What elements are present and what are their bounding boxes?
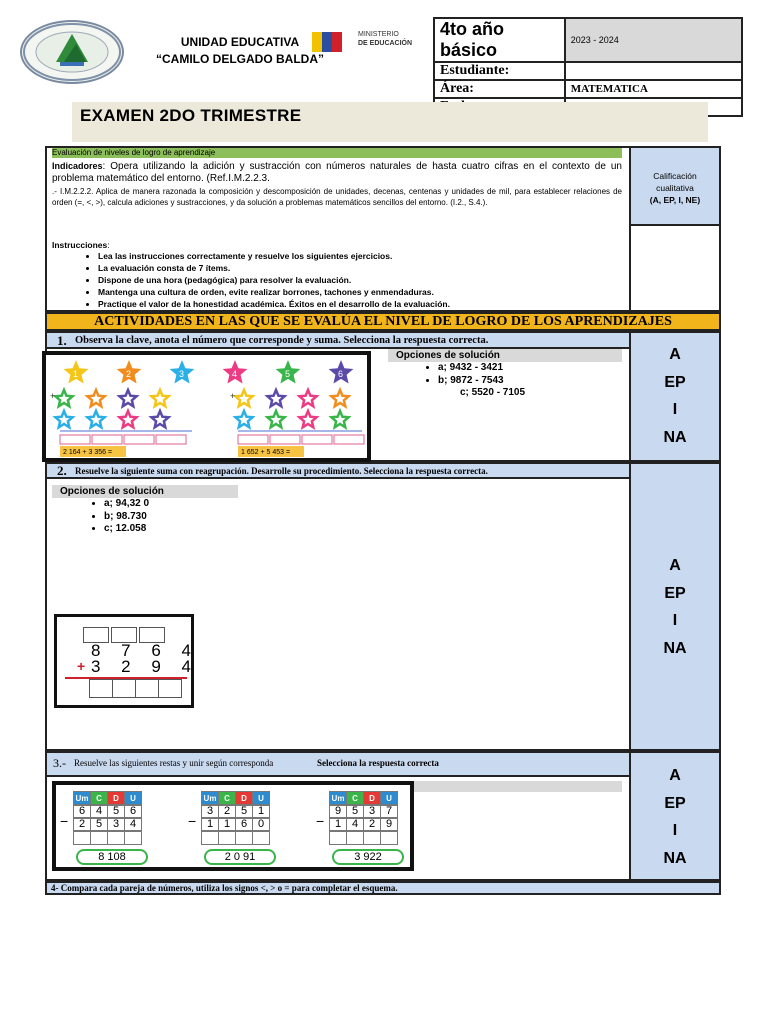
grid-star-icon bbox=[267, 390, 284, 406]
grid-star-icon bbox=[235, 390, 252, 406]
grid-star-icon bbox=[331, 411, 348, 427]
digit-cell: 1 bbox=[218, 817, 236, 832]
q2-options bbox=[58, 498, 254, 536]
digit-cell: 4 bbox=[346, 817, 364, 832]
q3-subtraction-image bbox=[52, 781, 414, 871]
q3-text: Resuelve las siguientes restas y unir según corresponda bbox=[74, 758, 274, 768]
digit-cell: 6 bbox=[73, 804, 91, 819]
digit: 6 bbox=[151, 641, 161, 660]
result-option[interactable]: 3 922 bbox=[332, 849, 404, 865]
plus-sign-2: + bbox=[230, 391, 236, 401]
digit-cell: 5 bbox=[90, 817, 108, 832]
digit-cell: 3 bbox=[107, 817, 125, 832]
school-year: 2023 - 2024 bbox=[565, 18, 742, 62]
key-number: 3 bbox=[179, 369, 185, 379]
area-value: MATEMATICA bbox=[565, 80, 742, 98]
place-header-cell: Um bbox=[201, 791, 219, 806]
answer-box bbox=[238, 435, 268, 444]
digit-cell: 0 bbox=[252, 817, 270, 832]
minus-sign: − bbox=[316, 813, 325, 829]
grade-i[interactable]: I bbox=[672, 401, 678, 418]
digit: 7 bbox=[121, 641, 131, 660]
place-header-cell: C bbox=[90, 791, 108, 806]
rating-codes: (A, EP, I, NE) bbox=[649, 195, 701, 205]
grade-ep[interactable]: EP bbox=[664, 794, 686, 812]
digit: 9 bbox=[151, 657, 161, 676]
q1-option-a[interactable]: • a; 9432 - 3421 bbox=[438, 362, 658, 375]
indicators-text: : Opera utilizando la adición y sustracción con números naturales de hasta cuatro cifras en el contexto de un problema matemático del entorno. (Ref.I.M.2.2.3. bbox=[52, 161, 622, 184]
sum2-text: 1 652 + 5 453 = bbox=[241, 449, 291, 456]
grid-star-icon bbox=[151, 411, 168, 427]
instruction-item: • Practique el valor de la honestidad académica. Éxitos en el desarrollo de la evaluación. bbox=[98, 298, 658, 310]
plus-sign-1: + bbox=[50, 391, 56, 401]
place-header-cell: D bbox=[235, 791, 253, 806]
school-line-1: UNIDAD EDUCATIVA bbox=[180, 35, 300, 49]
answer-cell[interactable] bbox=[380, 830, 398, 845]
key-number: 6 bbox=[338, 369, 344, 379]
flag-red-shape bbox=[332, 32, 342, 52]
q1-options bbox=[392, 362, 658, 400]
grade-label: 4to año básico bbox=[434, 18, 565, 62]
grade-a[interactable]: A bbox=[669, 767, 681, 784]
digit-cell: 6 bbox=[235, 817, 253, 832]
key-number: 1 bbox=[73, 369, 79, 379]
q3-number: 3.- bbox=[53, 756, 66, 770]
q1-star-key-image bbox=[42, 351, 371, 462]
q3-text-select: Selecciona la respuesta correcta bbox=[317, 758, 439, 768]
digit: 8 bbox=[91, 641, 101, 660]
grade-na[interactable]: NA bbox=[663, 639, 687, 657]
instructions-label: Instrucciones bbox=[52, 240, 108, 250]
digit-cell: 3 bbox=[363, 804, 381, 819]
digit: 4 bbox=[181, 657, 191, 676]
grid-star-icon bbox=[235, 411, 252, 427]
q2-option-c[interactable]: • c; 12.058 bbox=[104, 523, 254, 536]
grid-star-icon bbox=[299, 390, 316, 406]
answer-row bbox=[202, 830, 270, 845]
answer-box[interactable] bbox=[135, 679, 159, 698]
answer-row bbox=[74, 830, 142, 845]
grid-star-icon bbox=[119, 390, 136, 406]
digit-cell: 1 bbox=[329, 817, 347, 832]
ministry-logo bbox=[312, 28, 416, 56]
q2-options-heading: Opciones de solución bbox=[52, 485, 238, 498]
answer-box bbox=[92, 435, 122, 444]
digit-cell: 2 bbox=[363, 817, 381, 832]
digit-cell: 1 bbox=[252, 804, 270, 819]
answer-cell[interactable] bbox=[90, 830, 108, 845]
q1-grade bbox=[629, 331, 721, 462]
place-header-cell: U bbox=[124, 791, 142, 806]
result-option[interactable]: 2 0 91 bbox=[204, 849, 276, 865]
q1-option-b[interactable]: • b; 9872 - 7543 bbox=[438, 375, 658, 388]
instructions-list bbox=[52, 250, 658, 310]
grid-star-icon bbox=[87, 390, 104, 406]
answer-cell[interactable] bbox=[329, 830, 347, 845]
q1-option-c[interactable]: c; 5520 - 7105 bbox=[460, 387, 526, 398]
key-number: 5 bbox=[285, 369, 291, 379]
digit-cell: 9 bbox=[380, 817, 398, 832]
grade-na[interactable]: NA bbox=[663, 849, 687, 867]
school-logo bbox=[20, 20, 124, 84]
flag-yellow-shape bbox=[312, 32, 322, 52]
grid-star-icon bbox=[55, 411, 72, 427]
grid-star-icon bbox=[119, 411, 136, 427]
answer-cell[interactable] bbox=[124, 830, 142, 845]
answer-box bbox=[334, 435, 364, 444]
q3-bar bbox=[45, 751, 629, 777]
place-header-cell: C bbox=[346, 791, 364, 806]
place-header-cell: U bbox=[252, 791, 270, 806]
indicators bbox=[52, 160, 622, 185]
digit: 2 bbox=[121, 657, 131, 676]
student-label: Estudiante: bbox=[434, 62, 565, 80]
flag-blue-shape bbox=[322, 32, 332, 52]
grade-a[interactable]: A bbox=[669, 346, 681, 363]
digit-cell: 6 bbox=[124, 804, 142, 819]
place-header-cell: U bbox=[380, 791, 398, 806]
answer-cell[interactable] bbox=[252, 830, 270, 845]
instruction-item: • La evaluación consta de 7 ítems. bbox=[98, 262, 658, 274]
place-header-cell: C bbox=[218, 791, 236, 806]
grade-i[interactable]: I bbox=[672, 612, 678, 629]
q2-grade bbox=[629, 462, 721, 751]
exam-title-bar bbox=[72, 102, 708, 142]
rating-blank bbox=[629, 226, 721, 312]
grade-na[interactable]: NA bbox=[663, 428, 687, 446]
answer-row bbox=[330, 830, 398, 845]
digit-cell: 5 bbox=[107, 804, 125, 819]
q2-addition-image bbox=[54, 614, 194, 708]
digit-cell: 1 bbox=[201, 817, 219, 832]
grid-star-icon bbox=[151, 390, 168, 406]
q3-grade bbox=[629, 751, 721, 881]
digit-cell: 5 bbox=[235, 804, 253, 819]
answer-cell[interactable] bbox=[107, 830, 125, 845]
answer-box bbox=[270, 435, 300, 444]
instructions-heading: Instrucciones: bbox=[52, 240, 110, 250]
answer-box bbox=[302, 435, 332, 444]
q2-bar bbox=[45, 462, 629, 479]
sum1-text: 2 164 + 3 356 = bbox=[63, 449, 113, 456]
result-option[interactable]: 8 108 bbox=[76, 849, 148, 865]
q1-bar bbox=[45, 331, 629, 349]
rating-header bbox=[629, 146, 721, 226]
grade-i[interactable]: I bbox=[672, 822, 678, 839]
activities-title: ACTIVIDADES EN LAS QUE SE EVALÚA EL NIVEL DE LOGRO DE LOS APRENDIZAJES bbox=[45, 312, 721, 331]
digit-cell: 3 bbox=[201, 804, 219, 819]
student-field[interactable] bbox=[565, 62, 742, 80]
grade-a[interactable]: A bbox=[669, 557, 681, 574]
grid-star-icon bbox=[267, 411, 284, 427]
minus-sign: − bbox=[188, 813, 197, 829]
eval-heading: Evaluación de niveles de logro de aprendizaje bbox=[52, 148, 622, 158]
grid-star-icon bbox=[331, 390, 348, 406]
instruction-item: • Dispone de una hora (pedagógica) para resolver la evaluación. bbox=[98, 274, 658, 286]
q3-gray-bar bbox=[414, 781, 622, 792]
place-header-cell: D bbox=[107, 791, 125, 806]
q2-answer-boxes bbox=[89, 679, 182, 698]
q1-text: Observa la clave, anota el número que corresponde y suma. Selecciona la respuesta correcta. bbox=[75, 335, 489, 346]
answer-cell[interactable] bbox=[346, 830, 364, 845]
instruction-item: • Lea las instrucciones correctamente y resuelve los siguientes ejercicios. bbox=[98, 250, 658, 262]
answer-cell[interactable] bbox=[73, 830, 91, 845]
grade-ep[interactable]: EP bbox=[664, 373, 686, 391]
grid-star-icon bbox=[55, 390, 72, 406]
key-number: 4 bbox=[232, 369, 238, 379]
grade-ep[interactable]: EP bbox=[664, 584, 686, 602]
answer-cell[interactable] bbox=[218, 830, 236, 845]
q2-number: 2. bbox=[57, 463, 67, 478]
q2-text: Resuelve la siguiente suma con reagrupación. Desarrolle su procedimiento. Selecciona la respuesta correcta. bbox=[75, 466, 488, 476]
q2-option-b[interactable]: • b; 98.730 bbox=[104, 511, 254, 524]
answer-box bbox=[156, 435, 186, 444]
ministry-line-1: MINISTERIO bbox=[358, 31, 399, 38]
answer-box bbox=[124, 435, 154, 444]
rating-heading: Calificación cualitativa bbox=[653, 171, 697, 193]
digit-cell: 9 bbox=[329, 804, 347, 819]
digit: 3 bbox=[91, 657, 101, 676]
exam-title: EXAMEN 2DO TRIMESTRE bbox=[80, 106, 302, 125]
indicators-label: Indicadores bbox=[52, 161, 103, 171]
answer-box[interactable] bbox=[158, 679, 182, 698]
digit-cell: 2 bbox=[218, 804, 236, 819]
digit-cell: 2 bbox=[73, 817, 91, 832]
place-header-cell: Um bbox=[73, 791, 91, 806]
q2-bottom-number bbox=[91, 657, 191, 677]
answer-box[interactable] bbox=[112, 679, 136, 698]
digit: 4 bbox=[181, 641, 191, 660]
school-line-2: “CAMILO DELGADO BALDA” bbox=[156, 52, 324, 66]
digit-cell: 5 bbox=[346, 804, 364, 819]
minus-sign: − bbox=[60, 813, 69, 829]
place-header-cell: Um bbox=[329, 791, 347, 806]
reference-text: .- I.M.2.2.2. Aplica de manera razonada la composición y descomposición de unidades, decenas, centenas y unidades de mil, para establecer relaciones de orden (=, <, >), calcula adiciones y sustracciones, y da solución a problemas matemáticos sencillos del entorno. (I.2., S.4.). bbox=[52, 187, 622, 207]
ministry-line-2: DE EDUCACIÓN bbox=[358, 40, 413, 47]
place-header-cell: D bbox=[363, 791, 381, 806]
grid-star-icon bbox=[299, 411, 316, 427]
key-number: 2 bbox=[126, 369, 132, 379]
digit-cell: 4 bbox=[90, 804, 108, 819]
area-label: Área: bbox=[434, 80, 565, 98]
digit-cell: 4 bbox=[124, 817, 142, 832]
grid-star-icon bbox=[87, 411, 104, 427]
plus-sign: + bbox=[77, 658, 86, 674]
q4-bar: 4- Compara cada pareja de números, utiliza los signos <, > o = para completar el esquema. bbox=[45, 881, 721, 895]
q1-number: 1. bbox=[57, 333, 67, 348]
digit-cell: 7 bbox=[380, 804, 398, 819]
answer-cell[interactable] bbox=[235, 830, 253, 845]
q2-option-a[interactable]: • a; 94,32 0 bbox=[104, 498, 254, 511]
answer-box bbox=[60, 435, 90, 444]
answer-box[interactable] bbox=[89, 679, 113, 698]
instruction-item: • Mantenga una cultura de orden, evite realizar borrones, tachones y enmendaduras. bbox=[98, 286, 658, 298]
q1-options-heading: Opciones de solución bbox=[388, 349, 622, 362]
answer-cell[interactable] bbox=[201, 830, 219, 845]
ministry-text bbox=[358, 30, 412, 48]
answer-cell[interactable] bbox=[363, 830, 381, 845]
